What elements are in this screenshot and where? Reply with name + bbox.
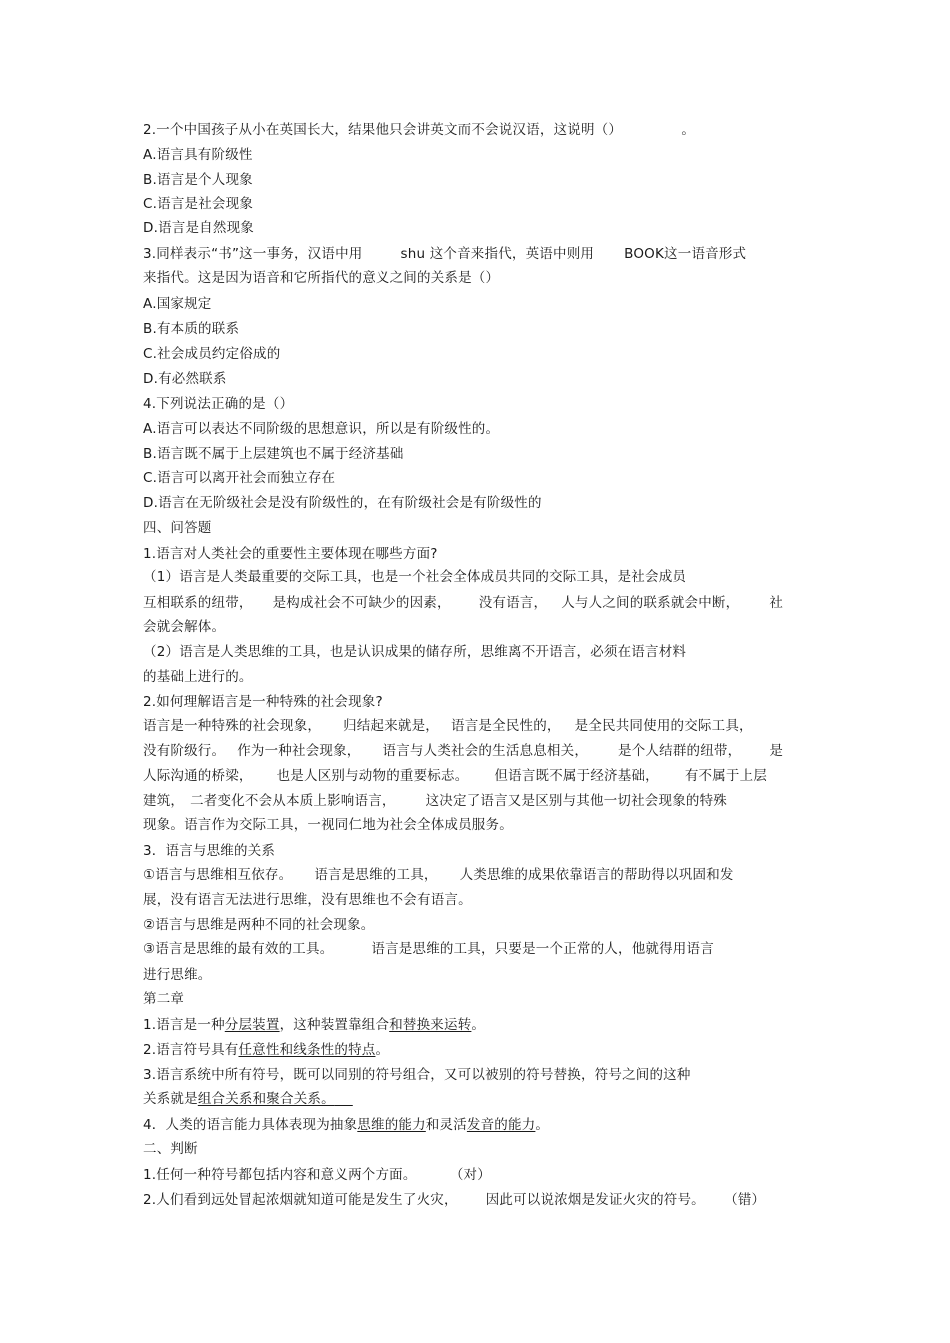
q4-option-d: D.语言在无阶级社会是没有阶级性的，在有阶级社会是有阶级性的 bbox=[143, 495, 542, 511]
qa1-p1-seg1: 互相联系的纽带， bbox=[143, 595, 253, 611]
q3-stem-part-a: 3.同样表示“书”这一事务，汉语中用 bbox=[143, 246, 363, 262]
qa2-l3-seg4: 有不属于上层 bbox=[684, 768, 768, 784]
qa2-l1-seg3: 语言是全民性的， bbox=[451, 718, 561, 734]
fill3-answer: 组合关系和聚合关系。 bbox=[197, 1091, 335, 1107]
fill4-answer-b: 发音的能力 bbox=[466, 1117, 536, 1133]
qa1-p1-seg2: 是构成社会不可缺少的因素， bbox=[272, 595, 451, 611]
question-4-stem: 4.下列说法正确的是（） bbox=[143, 396, 294, 412]
q3-option-b: B.有本质的联系 bbox=[143, 321, 240, 337]
judge-item-2 bbox=[143, 1191, 765, 1209]
qa1-p1-line1: （1）语言是人类最重要的交际工具，也是一个社会全体成员共同的交际工具，是社会成员 bbox=[143, 569, 687, 585]
question-3-stem-line2: 来指代。这是因为语音和它所指代的意义之间的关系是（） bbox=[143, 270, 500, 286]
judge2-statement-b: 因此可以说浓烟是发证火灾的符号。 bbox=[485, 1192, 705, 1208]
qa1-question: 1.语言对人类社会的重要性主要体现在哪些方面? bbox=[143, 546, 438, 562]
q3-option-c: C.社会成员约定俗成的 bbox=[143, 346, 281, 362]
judge1-answer: （对） bbox=[456, 1167, 491, 1183]
fill1-text-b: ，这种装置靠组合 bbox=[279, 1017, 390, 1033]
qa2-line4 bbox=[143, 792, 727, 810]
qa2-l1-seg4: 是全民共同使用的交际工具， bbox=[574, 718, 753, 734]
fill4-text-a: 4．人类的语言能力具体表现为抽象 bbox=[143, 1117, 358, 1133]
q4-option-a: A.语言可以表达不同阶级的思想意识，所以是有阶级性的。 bbox=[143, 421, 500, 437]
judge2-statement-a: 2.人们看到远处冒起浓烟就知道可能是发生了火灾， bbox=[143, 1192, 458, 1208]
fill1-text-a: 1.语言是一种 bbox=[143, 1017, 225, 1033]
qa2-l2-seg5: 是 bbox=[769, 743, 784, 759]
fill1-end: 。 bbox=[471, 1017, 486, 1033]
qa2-l2-seg2: 作为一种社会现象， bbox=[237, 743, 361, 759]
qa2-line5: 现象。语言作为交际工具，一视同仁地为社会全体成员服务。 bbox=[143, 817, 513, 833]
chapter2-fill-4 bbox=[143, 1116, 549, 1134]
qa2-l3-seg1: 人际沟通的桥梁， bbox=[143, 768, 253, 784]
qa1-p2-line2: 的基础上进行的。 bbox=[143, 669, 253, 685]
qa1-p1-seg5: 社 bbox=[769, 595, 784, 611]
fill4-end: 。 bbox=[535, 1117, 550, 1133]
judge2-answer: （错） bbox=[730, 1192, 766, 1208]
fill1-answer-a: 分层装置 bbox=[224, 1017, 280, 1033]
qa2-l1-seg2: 归结起来就是， bbox=[343, 718, 440, 734]
q2-option-b: B.语言是个人现象 bbox=[143, 172, 253, 188]
fill2-text: 2.语言符号具有 bbox=[143, 1042, 239, 1058]
qa2-l4-seg2: 二者变化不会从本质上影响语言， bbox=[190, 793, 396, 809]
qa2-l2-seg4: 是个人结群的纽带， bbox=[618, 743, 742, 759]
q3-stem-part-c: BOOK这一语音形式 bbox=[624, 246, 747, 262]
fill4-answer-a: 思维的能力 bbox=[357, 1117, 426, 1133]
qa3-line1 bbox=[143, 866, 734, 884]
chapter2-fill-3-line1: 3.语言系统中所有符号，既可以同别的符号组合，又可以被别的符号替换，符号之间的这种 bbox=[143, 1067, 691, 1083]
qa3-line2: 展，没有语言无法进行思维，没有思维也不会有语言。 bbox=[143, 892, 472, 908]
qa2-l2-seg3: 语言与人类社会的生活息息相关， bbox=[382, 743, 589, 759]
q4-option-c: C.语言可以离开社会而独立存在 bbox=[143, 470, 336, 486]
chapter2-fill-2 bbox=[143, 1041, 389, 1059]
qa2-l3-seg2: 也是人区别与动物的重要标志。 bbox=[276, 768, 469, 784]
question-2-stem bbox=[143, 121, 695, 139]
qa1-p1-seg3: 没有语言， bbox=[478, 595, 548, 611]
qa2-l4-seg3: 这决定了语言又是区别与其他一切社会现象的特殊 bbox=[425, 793, 728, 809]
qa1-p1-line3: 会就会解体。 bbox=[143, 619, 226, 635]
qa3-l1-seg1: ①语言与思维相互依存。 bbox=[143, 867, 293, 883]
qa3-title: 3．语言与思维的关系 bbox=[143, 843, 276, 859]
qa2-line2 bbox=[143, 742, 783, 760]
question-2-end: 。 bbox=[681, 122, 696, 138]
judge1-statement: 1.任何一种符号都包括内容和意义两个方面。 bbox=[143, 1167, 417, 1183]
qa2-question: 2.如何理解语言是一种特殊的社会现象? bbox=[143, 694, 383, 710]
qa3-line3: ②语言与思维是两种不同的社会现象。 bbox=[143, 917, 375, 933]
qa3-line4 bbox=[143, 940, 714, 958]
q2-option-a: A.语言具有阶级性 bbox=[143, 147, 253, 163]
question-3-stem bbox=[143, 245, 746, 263]
judge-section-title: 二、判断 bbox=[143, 1141, 198, 1157]
qa1-p1-line2 bbox=[143, 594, 783, 612]
section-4-title: 四、问答题 bbox=[143, 520, 212, 536]
fill4-text-b: 和灵活 bbox=[425, 1117, 467, 1133]
qa2-line3 bbox=[143, 767, 767, 785]
q2-option-c: C.语言是社会现象 bbox=[143, 196, 254, 212]
qa1-p2-line1: （2）语言是人类思维的工具，也是认识成果的储存所，思维离不开语言，必须在语言材料 bbox=[143, 644, 687, 660]
fill1-answer-b: 和替换来运转 bbox=[389, 1017, 472, 1033]
chapter2-fill-1 bbox=[143, 1016, 485, 1034]
qa2-l3-seg3: 但语言既不属于经济基础， bbox=[494, 768, 659, 784]
qa3-l1-seg3: 人类思维的成果依靠语言的帮助得以巩固和发 bbox=[459, 867, 734, 883]
q3-option-a: A.国家规定 bbox=[143, 296, 212, 312]
qa3-line5: 进行思维。 bbox=[143, 967, 212, 983]
q3-stem-part-b: shu 这个音来指代，英语中则用 bbox=[400, 246, 595, 262]
fill2-answer: 任意性和线条性的特点 bbox=[238, 1042, 376, 1058]
qa3-l4-seg2: 语言是思维的工具，只要是一个正常的人，他就得用语言 bbox=[371, 941, 714, 957]
qa3-l4-seg1: ③语言是思维的最有效的工具。 bbox=[143, 941, 334, 957]
q3-option-d: D.有必然联系 bbox=[143, 371, 227, 387]
fill3-blank bbox=[335, 1091, 353, 1107]
qa2-l1-seg1: 语言是一种特殊的社会现象， bbox=[143, 718, 322, 734]
qa3-l1-seg2: 语言是思维的工具， bbox=[314, 867, 438, 883]
qa2-line1 bbox=[143, 717, 753, 735]
qa2-l2-seg1: 没有阶级行。 bbox=[143, 743, 226, 759]
qa1-p1-seg4: 人与人之间的联系就会中断， bbox=[561, 595, 740, 611]
chapter2-fill-3-line2 bbox=[143, 1090, 353, 1108]
fill3-text: 关系就是 bbox=[143, 1091, 198, 1107]
qa2-l4-seg1: 建筑， bbox=[143, 793, 185, 809]
chapter-2-title: 第二章 bbox=[143, 991, 185, 1007]
q4-option-b: B.语言既不属于上层建筑也不属于经济基础 bbox=[143, 446, 404, 462]
q2-option-d: D.语言是自然现象 bbox=[143, 220, 254, 236]
judge-item-1 bbox=[143, 1166, 491, 1184]
question-2-text: 2.一个中国孩子从小在英国长大，结果他只会讲英文而不会说汉语，这说明（） bbox=[143, 122, 616, 138]
fill2-end: 。 bbox=[375, 1042, 390, 1058]
